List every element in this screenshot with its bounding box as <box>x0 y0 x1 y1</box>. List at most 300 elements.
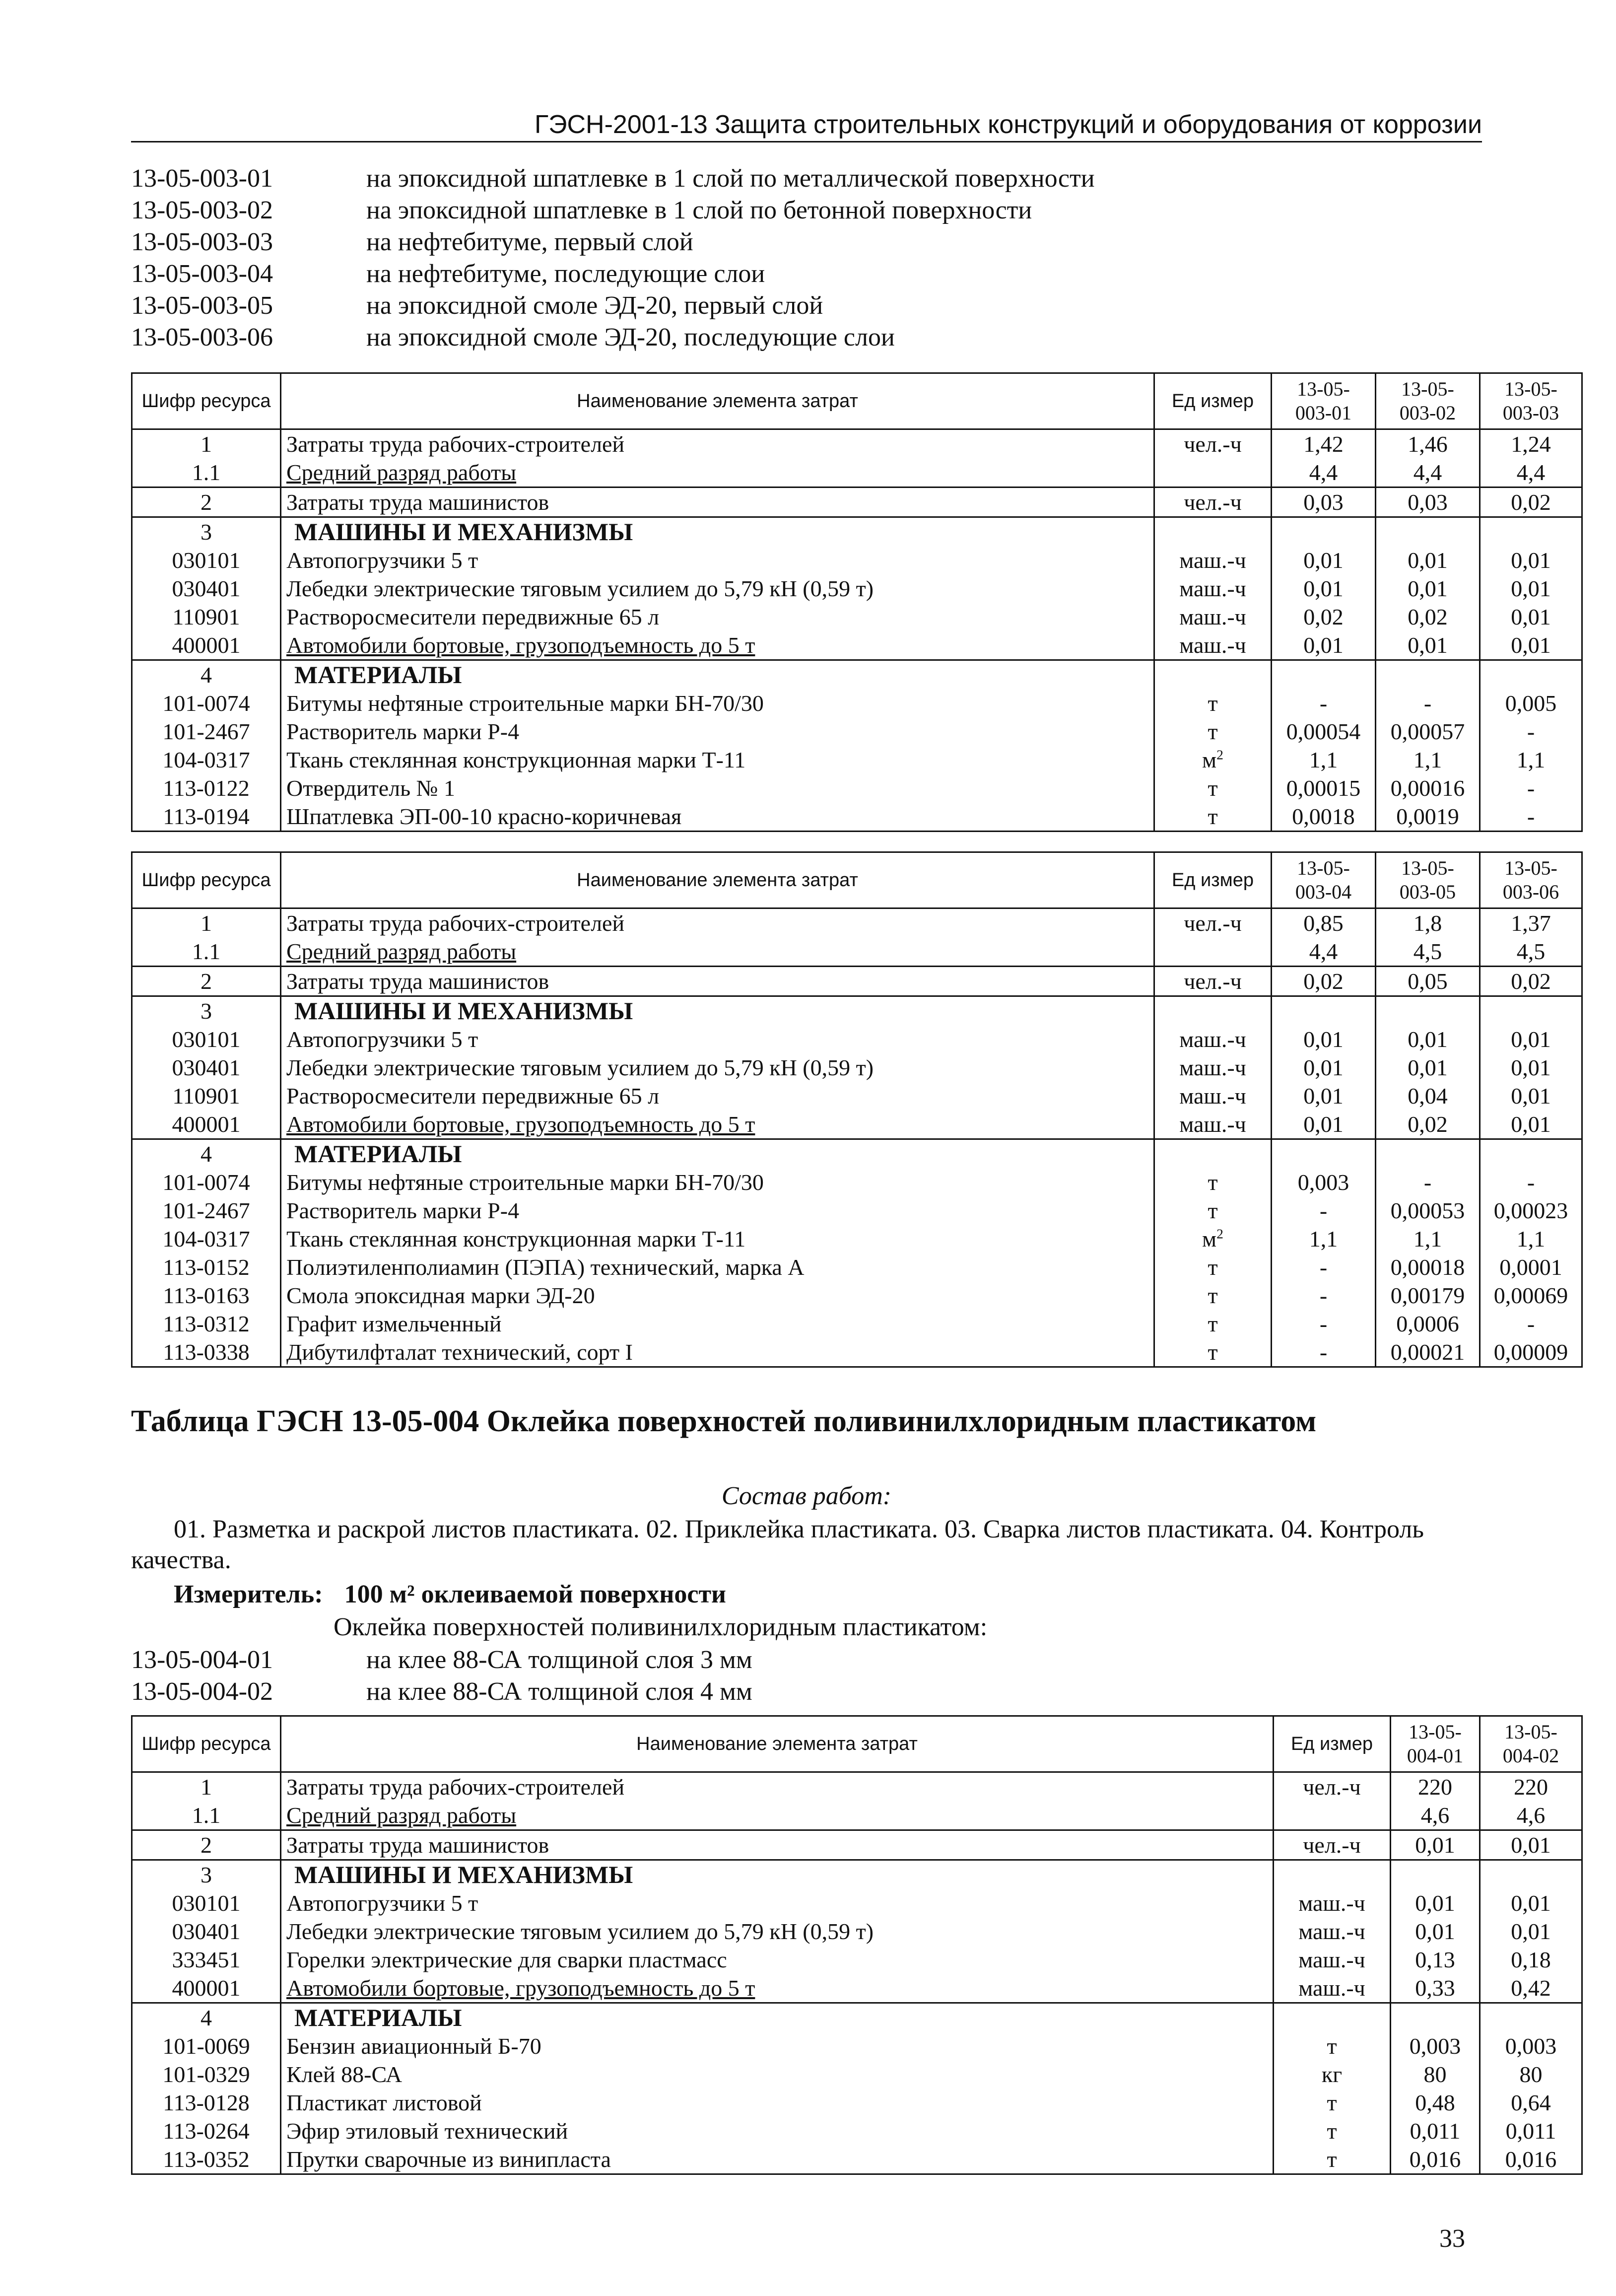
col-header-norm: 13-05- 003-03 <box>1480 373 1582 429</box>
resource-unit: чел.-ч <box>1154 967 1272 996</box>
table-row <box>132 1917 1582 1946</box>
norm-value: 0,00023 <box>1480 1196 1582 1225</box>
norm-value: 0,0001 <box>1480 1253 1582 1281</box>
norm-value: 0,011 <box>1391 2117 1480 2145</box>
resource-unit: чел.-ч <box>1274 1830 1391 1860</box>
resource-unit <box>1274 2003 1391 2032</box>
norm-value <box>1376 1139 1480 1169</box>
table-row <box>132 1860 1582 1889</box>
norm-value: 4,6 <box>1391 1801 1480 1830</box>
code-description: на нефтебитуме, последующие слои <box>366 260 765 288</box>
norm-value <box>1376 660 1480 690</box>
table-row <box>132 1168 1582 1196</box>
resource-unit: маш.-ч <box>1154 1025 1272 1053</box>
resource-name: Автопогрузчики 5 т <box>281 1025 1154 1053</box>
norm-value: 0,00018 <box>1376 1253 1480 1281</box>
resource-code: 1 <box>132 1772 281 1802</box>
resource-name: Средний разряд работы <box>281 937 1154 967</box>
norm-value: 0,01 <box>1272 1053 1376 1082</box>
norm-value: 0,01 <box>1480 574 1582 603</box>
norm-value: 0,0006 <box>1376 1310 1480 1338</box>
norm-value <box>1272 517 1376 547</box>
norm-value: 0,05 <box>1376 967 1480 996</box>
resource-name: МАТЕРИАЛЫ <box>281 1139 1154 1169</box>
code-description: на нефтебитуме, первый слой <box>366 228 693 256</box>
norm-value: 0,00016 <box>1376 774 1480 802</box>
table-header-row <box>132 852 1582 908</box>
norm-value: 1,1 <box>1272 746 1376 774</box>
norm-value: 4,4 <box>1272 937 1376 967</box>
table-row <box>132 1830 1582 1860</box>
resource-code: 110901 <box>132 1082 281 1110</box>
resource-name: Ткань стеклянная конструкционная марки Т-11 <box>281 746 1154 774</box>
col-header-unit: Ед измер <box>1154 852 1272 908</box>
resource-unit: т <box>1154 1310 1272 1338</box>
resource-name: МАШИНЫ И МЕХАНИЗМЫ <box>281 1860 1274 1889</box>
norm-value: 0,00057 <box>1376 717 1480 746</box>
norm-value: 1,8 <box>1376 908 1480 938</box>
resource-name: Затраты труда машинистов <box>281 967 1154 996</box>
norm-value: 0,01 <box>1480 1917 1582 1946</box>
resource-code: 101-0074 <box>132 689 281 717</box>
col-header-name: Наименование элемента затрат <box>281 373 1154 429</box>
table-row <box>132 1025 1582 1053</box>
code-value: 13-05-003-05 <box>131 291 273 320</box>
resource-code: 030101 <box>132 1889 281 1917</box>
table-row <box>132 458 1582 487</box>
resource-unit: т <box>1274 2088 1391 2117</box>
norm-value: 0,00015 <box>1272 774 1376 802</box>
table-row <box>132 1310 1582 1338</box>
resource-code: 104-0317 <box>132 746 281 774</box>
norm-code-list-2 <box>131 1644 1482 1708</box>
norm-value: 0,0019 <box>1376 802 1480 832</box>
table-row <box>132 2003 1582 2032</box>
resource-code: 4 <box>132 1139 281 1169</box>
norm-value: 0,01 <box>1480 546 1582 574</box>
resource-code: 113-0128 <box>132 2088 281 2117</box>
resource-table-2 <box>131 851 1583 1368</box>
table-row <box>132 1801 1582 1830</box>
resource-unit <box>1274 1860 1391 1889</box>
norm-value: - <box>1480 1168 1582 1196</box>
table-row <box>132 1338 1582 1367</box>
norm-value: 1,1 <box>1272 1225 1376 1253</box>
norm-value: 0,64 <box>1480 2088 1582 2117</box>
table-row <box>132 2088 1582 2117</box>
norm-value: 0,00009 <box>1480 1338 1582 1367</box>
col-header-code: Шифр ресурса <box>132 373 281 429</box>
resource-name: Лебедки электрические тяговым усилием до 5,79 кН (0,59 т) <box>281 1053 1154 1082</box>
resource-code: 101-0329 <box>132 2060 281 2088</box>
resource-name: Лебедки электрические тяговым усилием до 5,79 кН (0,59 т) <box>281 574 1154 603</box>
resource-name: Пластикат листовой <box>281 2088 1274 2117</box>
resource-name: Лебедки электрические тяговым усилием до 5,79 кН (0,59 т) <box>281 1917 1274 1946</box>
resource-unit <box>1274 1801 1391 1830</box>
norm-code-list <box>131 163 1482 353</box>
table-row <box>132 908 1582 938</box>
norm-value <box>1391 1860 1480 1889</box>
resource-unit: т <box>1154 717 1272 746</box>
table-row <box>132 631 1582 660</box>
resource-unit: $м^2$ <box>1154 1225 1272 1253</box>
norm-value: 0,42 <box>1480 1974 1582 2003</box>
resource-name: Горелки электрические для сварки пластмасс <box>281 1946 1274 1974</box>
norm-value: 0,01 <box>1272 574 1376 603</box>
resource-name: Растворосмесители передвижные 65 л <box>281 1082 1154 1110</box>
table-row <box>132 937 1582 967</box>
col-header-norm: 13-05- 003-06 <box>1480 852 1582 908</box>
resource-name: Затраты труда машинистов <box>281 1830 1274 1860</box>
resource-unit: т <box>1274 2145 1391 2174</box>
norm-value: - <box>1272 1196 1376 1225</box>
resource-name: Затраты труда рабочих-строителей <box>281 908 1154 938</box>
resource-code: 3 <box>132 996 281 1026</box>
measure-label: Измеритель: <box>174 1580 323 1608</box>
resource-code: 2 <box>132 487 281 517</box>
norm-value: 0,04 <box>1376 1082 1480 1110</box>
norm-value <box>1480 1139 1582 1169</box>
norm-value: 0,01 <box>1272 546 1376 574</box>
norm-value: 0,00179 <box>1376 1281 1480 1310</box>
norm-value: - <box>1480 774 1582 802</box>
resource-unit: т <box>1154 1253 1272 1281</box>
norm-value: 0,00021 <box>1376 1338 1480 1367</box>
col-header-code: Шифр ресурса <box>132 1716 281 1772</box>
resource-code: 400001 <box>132 631 281 660</box>
col-header-norm: 13-05- 003-02 <box>1376 373 1480 429</box>
resource-name: Затраты труда рабочих-строителей <box>281 1772 1274 1802</box>
norm-value: 220 <box>1480 1772 1582 1802</box>
table-row <box>132 774 1582 802</box>
resource-code: 113-0163 <box>132 1281 281 1310</box>
norm-value: 80 <box>1391 2060 1480 2088</box>
norm-value: 80 <box>1480 2060 1582 2088</box>
norm-value: 0,0018 <box>1272 802 1376 832</box>
resource-name: Клей 88-СА <box>281 2060 1274 2088</box>
table-row <box>132 1772 1582 1802</box>
resource-code: 101-2467 <box>132 1196 281 1225</box>
table-row <box>132 546 1582 574</box>
resource-code: 1.1 <box>132 458 281 487</box>
code-row <box>131 163 1482 195</box>
resource-unit: т <box>1154 1196 1272 1225</box>
col-header-code: Шифр ресурса <box>132 852 281 908</box>
norm-value: 1,24 <box>1480 429 1582 459</box>
table-row <box>132 689 1582 717</box>
code-value: 13-05-003-06 <box>131 323 273 351</box>
resource-unit: кг <box>1274 2060 1391 2088</box>
code-row <box>131 322 1482 353</box>
col-header-norm: 13-05- 003-04 <box>1272 852 1376 908</box>
resource-code: 101-2467 <box>132 717 281 746</box>
norm-value: 0,003 <box>1272 1168 1376 1196</box>
table-row <box>132 2145 1582 2174</box>
norm-value <box>1480 996 1582 1026</box>
table-row <box>132 967 1582 996</box>
resource-code: 1 <box>132 429 281 459</box>
table-row <box>132 2117 1582 2145</box>
resource-name: Смола эпоксидная марки ЭД-20 <box>281 1281 1154 1310</box>
resource-name: Полиэтиленполиамин (ПЭПА) технический, марка А <box>281 1253 1154 1281</box>
norm-value: 0,01 <box>1376 1053 1480 1082</box>
table-row <box>132 802 1582 832</box>
works-text: 01. Разметка и раскрой листов пластиката. 02. Приклейка пластиката. 03. Сварка листов пластиката. 04. Контроль качества. <box>131 1515 1424 1574</box>
resource-unit: т <box>1274 2117 1391 2145</box>
resource-unit: маш.-ч <box>1274 1946 1391 1974</box>
norm-value: 0,01 <box>1272 1110 1376 1139</box>
resource-code: 030101 <box>132 1025 281 1053</box>
resource-name: Затраты труда рабочих-строителей <box>281 429 1154 459</box>
norm-value: 0,01 <box>1376 631 1480 660</box>
resource-code: 113-0122 <box>132 774 281 802</box>
col-header-norm: 13-05- 003-05 <box>1376 852 1480 908</box>
code-value: 13-05-003-01 <box>131 164 273 193</box>
resource-code: 113-0194 <box>132 802 281 832</box>
section-title: Таблица ГЭСН 13-05-004 Оклейка поверхностей поливинилхлоридным пластикатом <box>131 1404 1317 1438</box>
resource-name: Автомобили бортовые, грузоподъемность до 5 т <box>281 1974 1274 2003</box>
col-header-unit: Ед измер <box>1274 1716 1391 1772</box>
table-row <box>132 996 1582 1026</box>
norm-value: 0,02 <box>1272 967 1376 996</box>
resource-unit <box>1154 937 1272 967</box>
norm-value: - <box>1272 1253 1376 1281</box>
resource-unit: маш.-ч <box>1274 1917 1391 1946</box>
norm-value: 1,1 <box>1480 746 1582 774</box>
resource-unit: т <box>1274 2032 1391 2060</box>
resource-code: 2 <box>132 1830 281 1860</box>
resource-name: Автопогрузчики 5 т <box>281 1889 1274 1917</box>
code-description: на клее 88-СА толщиной слоя 3 мм <box>366 1646 752 1674</box>
norm-value: 0,01 <box>1376 1025 1480 1053</box>
norm-value: 0,48 <box>1391 2088 1480 2117</box>
resource-unit: т <box>1154 802 1272 832</box>
code-description: на эпоксидной шпатлевке в 1 слой по бетонной поверхности <box>366 196 1032 224</box>
resource-code: 113-0338 <box>132 1338 281 1367</box>
norm-value: - <box>1376 689 1480 717</box>
resource-unit: т <box>1154 1281 1272 1310</box>
resource-unit: чел.-ч <box>1274 1772 1391 1802</box>
col-header-name: Наименование элемента затрат <box>281 1716 1274 1772</box>
norm-value: 0,13 <box>1391 1946 1480 1974</box>
resource-code: 4 <box>132 2003 281 2032</box>
resource-code: 113-0264 <box>132 2117 281 2145</box>
resource-code: 400001 <box>132 1110 281 1139</box>
resource-unit: маш.-ч <box>1154 603 1272 631</box>
table-row <box>132 1974 1582 2003</box>
subtitle: Оклейка поверхностей поливинилхлоридным пластикатом: <box>334 1613 988 1641</box>
norm-value: 0,016 <box>1391 2145 1480 2174</box>
norm-value <box>1480 660 1582 690</box>
norm-value: 1,1 <box>1376 746 1480 774</box>
resource-table-3 <box>131 1715 1583 2175</box>
resource-code: 030101 <box>132 546 281 574</box>
norm-value: 0,01 <box>1480 631 1582 660</box>
resource-code: 104-0317 <box>132 1225 281 1253</box>
norm-value: 0,005 <box>1480 689 1582 717</box>
norm-value: - <box>1480 1310 1582 1338</box>
norm-value: 0,00054 <box>1272 717 1376 746</box>
resource-unit: маш.-ч <box>1154 546 1272 574</box>
resource-unit: чел.-ч <box>1154 487 1272 517</box>
code-row <box>131 1644 1482 1676</box>
resource-name: Битумы нефтяные строительные марки БН-70/30 <box>281 689 1154 717</box>
table-header-row <box>132 1716 1582 1772</box>
resource-name: Автомобили бортовые, грузоподъемность до 5 т <box>281 631 1154 660</box>
resource-code: 113-0152 <box>132 1253 281 1281</box>
norm-value <box>1480 2003 1582 2032</box>
resource-code: 333451 <box>132 1946 281 1974</box>
table-row <box>132 1281 1582 1310</box>
resource-code: 030401 <box>132 574 281 603</box>
norm-value: 0,02 <box>1480 967 1582 996</box>
table-row <box>132 429 1582 459</box>
norm-value: 0,016 <box>1480 2145 1582 2174</box>
norm-value: - <box>1376 1168 1480 1196</box>
resource-code: 3 <box>132 517 281 547</box>
table-row <box>132 1889 1582 1917</box>
resource-name: Битумы нефтяные строительные марки БН-70/30 <box>281 1168 1154 1196</box>
code-description: на клее 88-СА толщиной слоя 4 мм <box>366 1677 752 1706</box>
col-header-norm: 13-05- 003-01 <box>1272 373 1376 429</box>
table-row <box>132 1196 1582 1225</box>
norm-value: 0,02 <box>1272 603 1376 631</box>
page-number: 33 <box>1439 2225 1465 2253</box>
col-header-norm: 13-05- 004-01 <box>1391 1716 1480 1772</box>
resource-unit <box>1154 996 1272 1026</box>
norm-value: - <box>1480 717 1582 746</box>
norm-value: 0,01 <box>1376 574 1480 603</box>
table-row <box>132 1082 1582 1110</box>
norm-value: 0,18 <box>1480 1946 1582 1974</box>
norm-value: 0,01 <box>1480 603 1582 631</box>
col-header-norm: 13-05- 004-02 <box>1480 1716 1582 1772</box>
resource-unit: чел.-ч <box>1154 429 1272 459</box>
resource-code: 113-0352 <box>132 2145 281 2174</box>
table-row <box>132 660 1582 690</box>
code-row <box>131 258 1482 290</box>
norm-value: 0,01 <box>1480 1110 1582 1139</box>
table-row <box>132 1225 1582 1253</box>
norm-value: 0,01 <box>1480 1053 1582 1082</box>
norm-value: 0,01 <box>1272 1082 1376 1110</box>
code-row <box>131 1676 1482 1708</box>
resource-name: Автомобили бортовые, грузоподъемность до 5 т <box>281 1110 1154 1139</box>
resource-name: Средний разряд работы <box>281 1801 1274 1830</box>
resource-unit: маш.-ч <box>1154 1110 1272 1139</box>
code-value: 13-05-004-01 <box>131 1646 273 1674</box>
resource-name: Автопогрузчики 5 т <box>281 546 1154 574</box>
norm-value <box>1272 660 1376 690</box>
resource-name: Шпатлевка ЭП-00-10 красно-коричневая <box>281 802 1154 832</box>
norm-value: 1,42 <box>1272 429 1376 459</box>
resource-table-1 <box>131 372 1583 832</box>
norm-value: 0,01 <box>1391 1889 1480 1917</box>
norm-value: 0,03 <box>1272 487 1376 517</box>
resource-unit: маш.-ч <box>1154 574 1272 603</box>
norm-value: 0,01 <box>1480 1025 1582 1053</box>
norm-value: 220 <box>1391 1772 1480 1802</box>
norm-value: - <box>1272 1338 1376 1367</box>
works-label: Состав работ: <box>721 1482 892 1510</box>
resource-name: МАШИНЫ И МЕХАНИЗМЫ <box>281 517 1154 547</box>
code-description: на эпоксидной смоле ЭД-20, последующие слои <box>366 323 895 351</box>
norm-value <box>1376 996 1480 1026</box>
resource-unit: т <box>1154 689 1272 717</box>
measure-line <box>174 1580 726 1609</box>
norm-value: 1,37 <box>1480 908 1582 938</box>
norm-value: 0,85 <box>1272 908 1376 938</box>
norm-value: 0,01 <box>1480 1830 1582 1860</box>
norm-value: 0,011 <box>1480 2117 1582 2145</box>
norm-value: 4,4 <box>1376 458 1480 487</box>
table-row <box>132 2032 1582 2060</box>
resource-unit <box>1154 660 1272 690</box>
resource-code: 1.1 <box>132 1801 281 1830</box>
resource-name: Бензин авиационный Б-70 <box>281 2032 1274 2060</box>
norm-value: 0,00053 <box>1376 1196 1480 1225</box>
table-row <box>132 746 1582 774</box>
resource-unit: $м^2$ <box>1154 746 1272 774</box>
resource-code: 4 <box>132 660 281 690</box>
norm-value: 0,33 <box>1391 1974 1480 2003</box>
resource-unit <box>1154 517 1272 547</box>
resource-code: 2 <box>132 967 281 996</box>
norm-value: - <box>1272 689 1376 717</box>
table-row <box>132 487 1582 517</box>
resource-code: 400001 <box>132 1974 281 2003</box>
norm-value: 4,4 <box>1480 458 1582 487</box>
norm-value: 0,01 <box>1391 1917 1480 1946</box>
norm-value: - <box>1272 1310 1376 1338</box>
resource-name: МАТЕРИАЛЫ <box>281 2003 1274 2032</box>
norm-value: 0,003 <box>1391 2032 1480 2060</box>
table-header-row <box>132 373 1582 429</box>
resource-unit: т <box>1154 1338 1272 1367</box>
resource-name: Растворосмесители передвижные 65 л <box>281 603 1154 631</box>
table-row <box>132 1946 1582 1974</box>
resource-code: 110901 <box>132 603 281 631</box>
norm-value: 0,01 <box>1391 1830 1480 1860</box>
resource-name: Затраты труда машинистов <box>281 487 1154 517</box>
resource-name: Растворитель марки Р-4 <box>281 717 1154 746</box>
norm-value: 4,6 <box>1480 1801 1582 1830</box>
norm-value: 1,1 <box>1480 1225 1582 1253</box>
resource-code: 030401 <box>132 1917 281 1946</box>
table-row <box>132 1253 1582 1281</box>
resource-code: 101-0074 <box>132 1168 281 1196</box>
norm-value: 0,02 <box>1480 487 1582 517</box>
resource-name: МАШИНЫ И МЕХАНИЗМЫ <box>281 996 1154 1026</box>
norm-value: 0,01 <box>1272 1025 1376 1053</box>
page-header: ГЭСН-2001-13 Защита строительных конструкций и оборудования от коррозии <box>131 108 1482 142</box>
norm-value: 0,02 <box>1376 603 1480 631</box>
norm-value: 0,03 <box>1376 487 1480 517</box>
measure-value: 100 м² оклеиваемой поверхности <box>344 1580 726 1608</box>
norm-value: 1,46 <box>1376 429 1480 459</box>
resource-code: 1.1 <box>132 937 281 967</box>
table-row <box>132 1139 1582 1169</box>
code-description: на эпоксидной шпатлевке в 1 слой по металлической поверхности <box>366 164 1095 193</box>
norm-value <box>1272 996 1376 1026</box>
norm-value: 4,4 <box>1272 458 1376 487</box>
code-value: 13-05-003-02 <box>131 196 273 224</box>
table-row <box>132 574 1582 603</box>
norm-value: 0,00069 <box>1480 1281 1582 1310</box>
table-row <box>132 717 1582 746</box>
resource-name: Дибутилфталат технический, сорт I <box>281 1338 1154 1367</box>
table-row <box>132 603 1582 631</box>
